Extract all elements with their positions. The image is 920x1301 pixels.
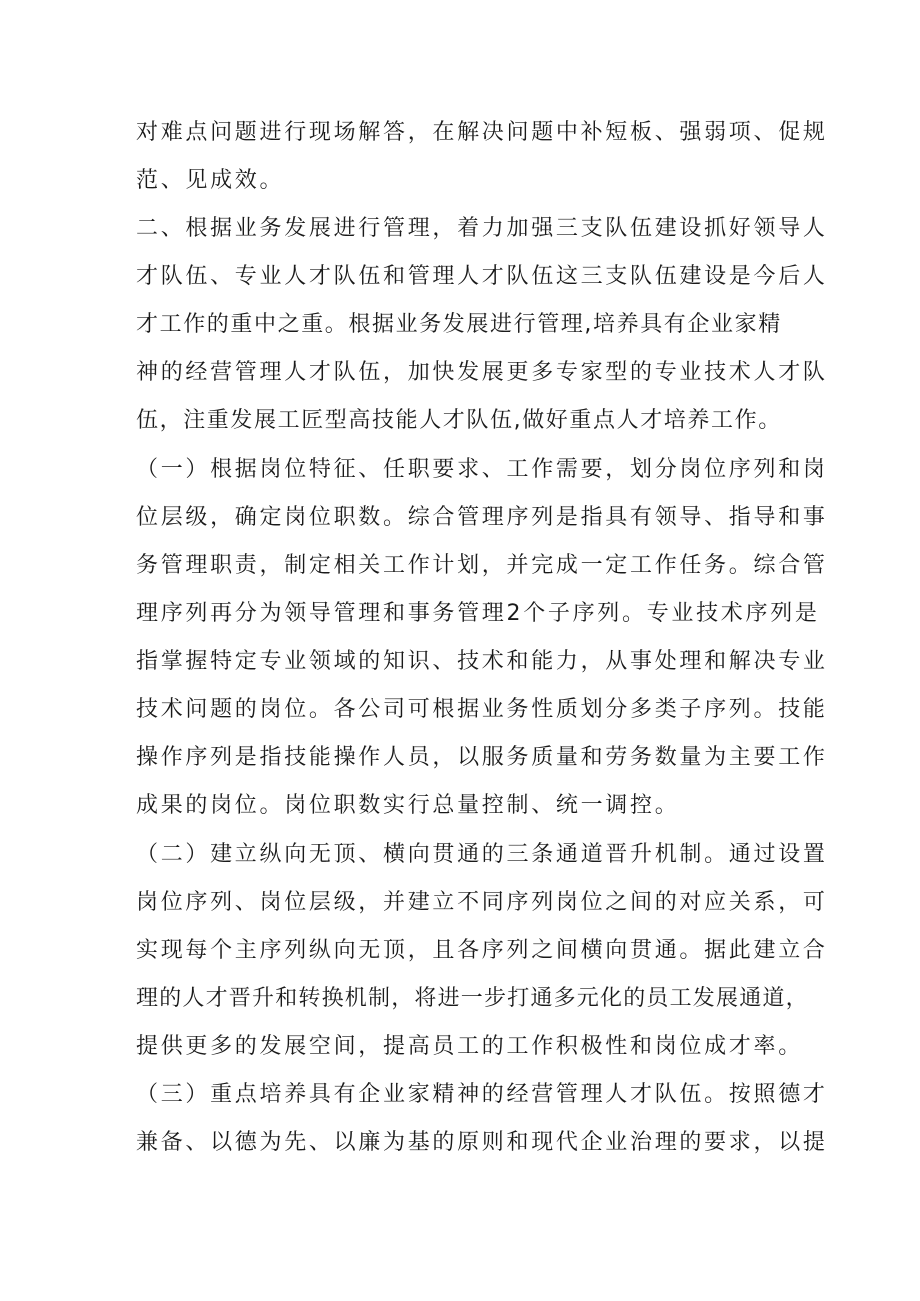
text-line: 岗位序列、岗位层级，并建立不同序列岗位之间的对应关系，可 bbox=[136, 890, 828, 915]
subsection-line: （二）建立纵向无顶、横向贯通的三条通道晋升机制。通过设置 bbox=[136, 842, 828, 867]
text-line: 位层级，确定岗位职数。综合管理序列是指具有领导、指导和事 bbox=[136, 505, 828, 530]
subsection-line: （三）重点培养具有企业家精神的经营管理人才队伍。按照德才 bbox=[136, 1082, 828, 1107]
text-line: 伍，注重发展工匠型高技能人才队伍,做好重点人才培养工作。 bbox=[136, 408, 782, 433]
section-heading-line: 二、根据业务发展进行管理，着力加强三支队伍建设抓好领导人 bbox=[136, 216, 828, 241]
text-line: 范、见成效。 bbox=[136, 168, 285, 193]
text-line: 才工作的重中之重。根据业务发展进行管理,培养具有企业家精 bbox=[136, 312, 782, 337]
text-line: 实现每个主序列纵向无顶，且各序列之间横向贯通。据此建立合 bbox=[136, 938, 828, 963]
text-line: 指掌握特定专业领域的知识、技术和能力，从事处理和解决专业 bbox=[136, 649, 828, 674]
text-line: 技术问题的岗位。各公司可根据业务性质划分多类子序列。技能 bbox=[136, 697, 828, 722]
text-line: 对难点问题进行现场解答，在解决问题中补短板、强弱项、促规 bbox=[136, 120, 828, 145]
text-line: 神的经营管理人才队伍，加快发展更多专家型的专业技术人才队 bbox=[136, 360, 828, 385]
text-line: 才队伍、专业人才队伍和管理人才队伍这三支队伍建设是今后人 bbox=[136, 264, 828, 289]
text-line: 提供更多的发展空间，提高员工的工作积极性和岗位成才率。 bbox=[136, 1034, 803, 1059]
text-line: 理序列再分为领导管理和事务管理2个子序列。专业技术序列是 bbox=[136, 601, 820, 626]
text-line: 成果的岗位。岗位职数实行总量控制、统一调控。 bbox=[136, 793, 680, 818]
text-line: 兼备、以德为先、以廉为基的原则和现代企业治理的要求，以提 bbox=[136, 1130, 828, 1155]
subsection-line: （一）根据岗位特征、任职要求、工作需要，划分岗位序列和岗 bbox=[136, 457, 828, 482]
text-line: 操作序列是指技能操作人员，以服务质量和劳务数量为主要工作 bbox=[136, 745, 828, 770]
text-line: 务管理职责，制定相关工作计划，并完成一定工作任务。综合管 bbox=[136, 553, 828, 578]
text-line: 理的人才晋升和转换机制，将进一步打通多元化的员工发展通道， bbox=[136, 986, 809, 1011]
